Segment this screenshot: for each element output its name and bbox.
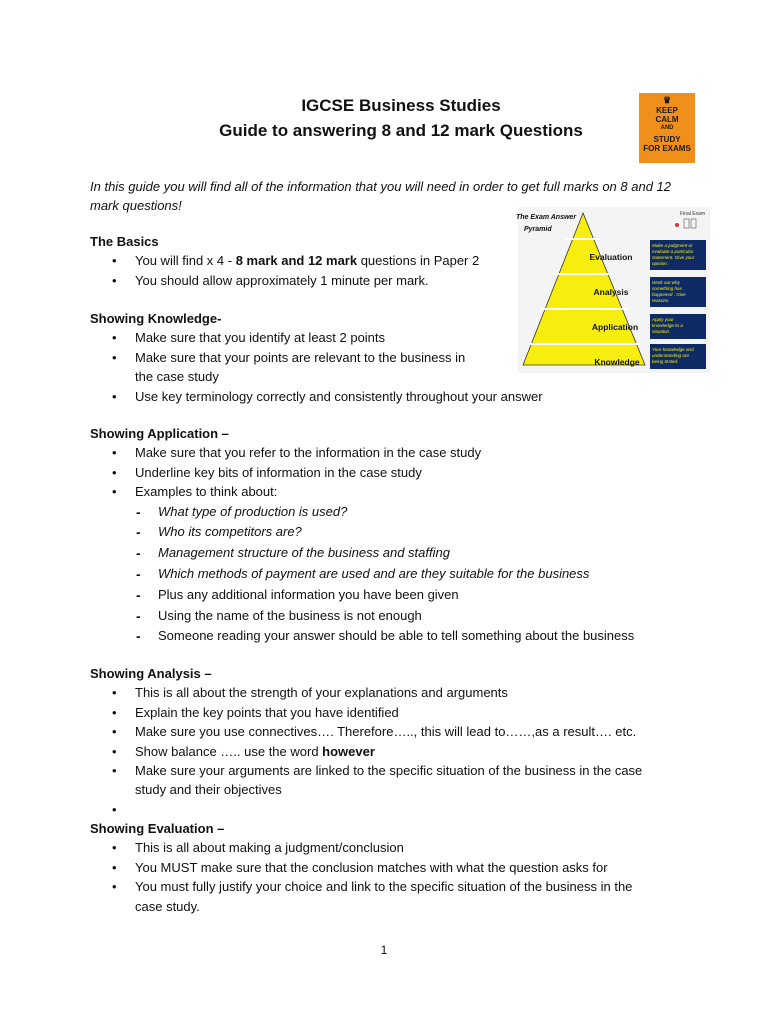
note-analysis: Work out why something has happened . Give reasons. [652,280,686,303]
intro-paragraph: In this guide you will find all of the information that you will need in order to get full marks on 8 and 12 mark questions! [90,179,671,213]
note-application: Apply your knowledge to a situation. [652,317,683,334]
list-item: • You will find x 4 - 8 mark and 12 mark questions in Paper 2 [90,251,690,270]
heading-analysis: Showing Analysis – [90,666,212,681]
list-item: • Use key terminology correctly and consistently throughout your answer [90,387,690,406]
list-item: • Explain the key points that you have identified [90,703,690,722]
list-item: • You MUST make sure that the conclusion matches with what the question asks for [90,858,690,877]
pyramid-title-1: The Exam Answer [516,214,577,221]
example-item: - Plus any additional information you have been given [90,585,690,606]
list-item: • Examples to think about: [90,482,690,501]
list-item: • Underline key bits of information in the case study [90,463,690,482]
badge-line-1: KEEP [656,106,678,115]
document-subtitle: Guide to answering 8 and 12 mark Questions [219,121,583,140]
document-title: IGCSE Business Studies [301,96,501,115]
keep-calm-badge [639,93,695,163]
level-evaluation: Evaluation [589,252,633,262]
heading-application: Showing Application – [90,426,229,441]
list-item: • You should allow approximately 1 minute per mark. [90,271,690,290]
section-basics [90,232,690,290]
corner-label: Final Exam [680,211,706,217]
list-item: • This is all about the strength of your explanations and arguments [90,683,690,702]
note-evaluation: Make a judgment or evaluate a particular statement. Give your opinion. [652,243,695,266]
level-application: Application [591,322,639,332]
list-item: • Make sure that you refer to the information in the case study [90,443,690,462]
list-item: • Make sure that your points are relevant to the business in [90,348,690,367]
badge-line-5: FOR EXAMS [643,144,691,153]
badge-line-4: STUDY [653,135,681,144]
section-evaluation [90,819,690,916]
example-item: - Management structure of the business and staffing [90,543,690,564]
heading-knowledge: Showing Knowledge- [90,311,222,326]
list-item: • This is all about making a judgment/conclusion [90,838,690,857]
list-item: • Show balance ….. use the word however [90,742,690,761]
example-item: - Which methods of payment are used and are they suitable for the business [90,564,690,585]
heading-evaluation: Showing Evaluation – [90,821,225,836]
list-item: • You must fully justify your choice and link to the specific situation of the business in the case study. [90,877,690,916]
heading-basics: The Basics [90,234,159,249]
list-item-empty [90,800,690,819]
list-item: • Make sure your arguments are linked to the specific situation of the business in the case study and their objectives [90,761,690,800]
pyramid-title-2: Pyramid [524,226,552,233]
badge-line-2: CALM [655,115,679,124]
list-item: • Make sure you use connectives…. Therefore….., this will lead to……,as a result…. etc. [90,722,690,741]
section-analysis [90,664,690,819]
level-knowledge: Knowledge [594,357,640,367]
section-application [90,424,690,647]
example-item: - Someone reading your answer should be able to tell something about the business [90,626,690,647]
example-item: - What type of production is used? [90,502,690,523]
level-analysis: Analysis [593,287,629,297]
list-item-continuation: the case study [135,369,219,385]
list-item: • Make sure that you identify at least 2 points [90,328,690,347]
example-item: - Using the name of the business is not enough [90,606,690,627]
note-knowledge: Your knowledge and understanding are being tested. [652,347,694,364]
badge-line-3: AND [660,125,674,131]
example-item: - Who its competitors are? [90,522,690,543]
crown-icon: ♛ [662,95,672,105]
section-knowledge [90,309,690,406]
page-number: 1 [380,943,388,957]
